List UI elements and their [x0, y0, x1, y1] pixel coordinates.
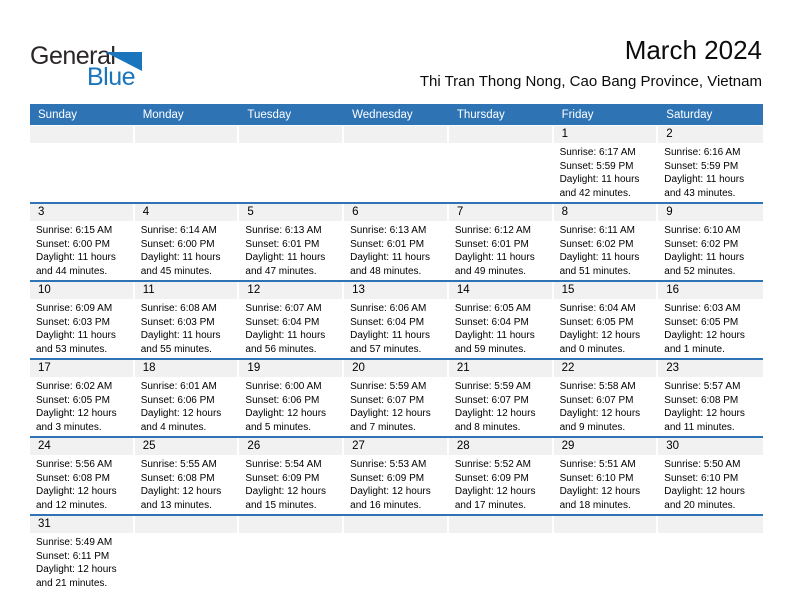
day-cell-empty	[554, 516, 659, 592]
sunset-line: Sunset: 6:05 PM	[664, 316, 739, 328]
day-details	[554, 221, 659, 280]
daylight-line: Daylight: 11 hours and 48 minutes.	[350, 252, 430, 277]
day-details	[239, 455, 344, 514]
day-number: 20	[344, 360, 449, 377]
day-number: 31	[30, 516, 135, 533]
day-details	[554, 299, 659, 358]
sunrise-line: Sunrise: 5:49 AM	[36, 537, 113, 548]
day-cell-empty	[449, 126, 554, 202]
day-number	[449, 126, 554, 143]
day-details	[135, 221, 240, 280]
day-cell-21	[449, 360, 554, 436]
sunrise-line: Sunrise: 5:54 AM	[245, 459, 322, 470]
day-cell-23	[658, 360, 763, 436]
day-cell-16	[658, 282, 763, 358]
day-details	[554, 455, 659, 514]
day-number: 8	[554, 204, 659, 221]
day-cell-26	[239, 438, 344, 514]
day-details	[344, 299, 449, 358]
day-number	[344, 126, 449, 143]
sunset-line: Sunset: 6:01 PM	[350, 238, 425, 250]
day-details	[135, 299, 240, 358]
day-cell-7	[449, 204, 554, 280]
daylight-line: Daylight: 12 hours and 5 minutes.	[245, 408, 327, 433]
sunrise-line: Sunrise: 5:55 AM	[140, 459, 217, 470]
day-number: 9	[658, 204, 763, 221]
daylight-line: Daylight: 11 hours and 53 minutes.	[36, 330, 116, 355]
sunset-line: Sunset: 6:11 PM	[36, 550, 110, 562]
day-cell-empty	[658, 516, 763, 592]
sunrise-line: Sunrise: 5:56 AM	[36, 459, 113, 470]
day-details	[239, 377, 344, 436]
sunrise-line: Sunrise: 5:50 AM	[664, 459, 741, 470]
sunrise-line: Sunrise: 6:07 AM	[245, 303, 322, 314]
weekday-header-saturday: Saturday	[666, 108, 713, 121]
daylight-line: Daylight: 12 hours and 11 minutes.	[664, 408, 745, 433]
day-number: 24	[30, 438, 135, 455]
sunrise-line: Sunrise: 6:11 AM	[559, 225, 635, 236]
sunrise-line: Sunrise: 5:57 AM	[664, 381, 741, 392]
sunrise-line: Sunrise: 5:58 AM	[559, 381, 636, 392]
daylight-line: Daylight: 12 hours and 18 minutes.	[559, 486, 641, 511]
day-number: 7	[449, 204, 554, 221]
day-number: 17	[30, 360, 135, 377]
sunset-line: Sunset: 6:08 PM	[664, 394, 739, 406]
day-number: 14	[449, 282, 554, 299]
logo-text-general: General	[30, 42, 116, 70]
day-cell-empty	[344, 126, 449, 202]
day-number	[239, 126, 344, 143]
daylight-line: Daylight: 11 hours and 42 minutes.	[559, 174, 640, 199]
daylight-line: Daylight: 12 hours and 17 minutes.	[454, 486, 536, 511]
sunrise-line: Sunrise: 5:51 AM	[559, 459, 636, 470]
day-number: 30	[658, 438, 763, 455]
daylight-line: Daylight: 11 hours and 56 minutes.	[245, 330, 326, 355]
sunset-line: Sunset: 5:59 PM	[559, 160, 634, 172]
day-cell-20	[344, 360, 449, 436]
sunset-line: Sunset: 6:04 PM	[350, 316, 425, 328]
daylight-line: Daylight: 11 hours and 57 minutes.	[350, 330, 430, 355]
day-number	[239, 516, 344, 533]
day-cell-empty	[344, 516, 449, 592]
day-details	[658, 143, 763, 202]
day-details	[30, 299, 135, 358]
sunrise-line: Sunrise: 6:17 AM	[559, 147, 636, 158]
sunrise-line: Sunrise: 5:53 AM	[350, 459, 427, 470]
day-details	[30, 221, 135, 280]
sunset-line: Sunset: 6:01 PM	[245, 238, 320, 250]
day-cell-1	[554, 126, 659, 202]
day-number: 2	[658, 126, 763, 143]
day-number: 26	[239, 438, 344, 455]
day-number: 11	[135, 282, 240, 299]
sunset-line: Sunset: 6:00 PM	[140, 238, 215, 250]
sunset-line: Sunset: 6:05 PM	[559, 316, 634, 328]
day-cell-18	[135, 360, 240, 436]
day-number: 28	[449, 438, 554, 455]
sunrise-line: Sunrise: 6:01 AM	[140, 381, 217, 392]
day-number: 3	[30, 204, 135, 221]
day-cell-31	[30, 516, 135, 592]
day-details	[135, 377, 240, 436]
day-cell-25	[135, 438, 240, 514]
calendar-grid	[30, 126, 763, 592]
day-cell-5	[239, 204, 344, 280]
general-blue-logo	[30, 42, 160, 94]
sunset-line: Sunset: 6:06 PM	[140, 394, 215, 406]
sunrise-line: Sunrise: 6:06 AM	[350, 303, 427, 314]
sunset-line: Sunset: 6:03 PM	[36, 316, 110, 328]
day-number: 19	[239, 360, 344, 377]
sunrise-line: Sunrise: 6:13 AM	[350, 225, 427, 236]
daylight-line: Daylight: 12 hours and 7 minutes.	[350, 408, 431, 433]
day-cell-empty	[135, 126, 240, 202]
day-number: 6	[344, 204, 449, 221]
day-details	[554, 143, 659, 202]
daylight-line: Daylight: 12 hours and 4 minutes.	[140, 408, 222, 433]
weekday-header-tuesday: Tuesday	[247, 108, 292, 121]
day-details	[344, 221, 449, 280]
daylight-line: Daylight: 11 hours and 51 minutes.	[559, 252, 640, 277]
daylight-line: Daylight: 11 hours and 47 minutes.	[245, 252, 326, 277]
day-cell-3	[30, 204, 135, 280]
day-number: 5	[239, 204, 344, 221]
day-cell-empty	[30, 126, 135, 202]
day-number	[135, 516, 240, 533]
sunset-line: Sunset: 6:04 PM	[245, 316, 320, 328]
day-details	[449, 299, 554, 358]
day-details	[449, 455, 554, 514]
sunrise-line: Sunrise: 6:15 AM	[36, 225, 113, 236]
day-details	[135, 455, 240, 514]
day-cell-8	[554, 204, 659, 280]
day-number	[658, 516, 763, 533]
page-title: March 2024	[624, 35, 762, 65]
week-row	[30, 516, 763, 592]
sunset-line: Sunset: 6:06 PM	[245, 394, 320, 406]
day-cell-24	[30, 438, 135, 514]
day-cell-28	[449, 438, 554, 514]
sunrise-line: Sunrise: 6:04 AM	[559, 303, 636, 314]
week-row	[30, 438, 763, 516]
day-details	[239, 299, 344, 358]
sunset-line: Sunset: 6:09 PM	[245, 472, 320, 484]
week-row	[30, 282, 763, 360]
day-number	[554, 516, 659, 533]
daylight-line: Daylight: 12 hours and 1 minute.	[664, 330, 745, 355]
day-details	[658, 455, 763, 514]
sunset-line: Sunset: 6:10 PM	[664, 472, 739, 484]
sunset-line: Sunset: 6:03 PM	[140, 316, 215, 328]
sunrise-line: Sunrise: 6:10 AM	[664, 225, 741, 236]
weekday-header-sunday: Sunday	[38, 108, 78, 121]
sunrise-line: Sunrise: 6:00 AM	[245, 381, 322, 392]
sunset-line: Sunset: 6:04 PM	[454, 316, 529, 328]
sunset-line: Sunset: 6:00 PM	[36, 238, 110, 250]
daylight-line: Daylight: 12 hours and 15 minutes.	[245, 486, 327, 511]
day-cell-empty	[135, 516, 240, 592]
sunset-line: Sunset: 6:07 PM	[559, 394, 634, 406]
daylight-line: Daylight: 12 hours and 20 minutes.	[664, 486, 745, 511]
day-cell-6	[344, 204, 449, 280]
day-number: 25	[135, 438, 240, 455]
sunrise-line: Sunrise: 6:12 AM	[454, 225, 531, 236]
day-number: 12	[239, 282, 344, 299]
daylight-line: Daylight: 12 hours and 3 minutes.	[36, 408, 117, 433]
day-cell-12	[239, 282, 344, 358]
weekday-header-monday: Monday	[142, 108, 184, 121]
daylight-line: Daylight: 11 hours and 59 minutes.	[454, 330, 535, 355]
weekday-header-thursday: Thursday	[456, 108, 505, 121]
sunset-line: Sunset: 6:08 PM	[140, 472, 215, 484]
sunrise-line: Sunrise: 5:52 AM	[454, 459, 531, 470]
day-number: 22	[554, 360, 659, 377]
calendar	[30, 104, 763, 592]
day-number: 21	[449, 360, 554, 377]
day-cell-10	[30, 282, 135, 358]
sunrise-line: Sunrise: 6:02 AM	[36, 381, 113, 392]
day-number	[449, 516, 554, 533]
sunset-line: Sunset: 6:07 PM	[454, 394, 529, 406]
sunset-line: Sunset: 5:59 PM	[664, 160, 739, 172]
day-cell-4	[135, 204, 240, 280]
day-details	[658, 299, 763, 358]
week-row	[30, 126, 763, 204]
day-cell-17	[30, 360, 135, 436]
week-row	[30, 360, 763, 438]
sunset-line: Sunset: 6:09 PM	[350, 472, 425, 484]
day-number: 1	[554, 126, 659, 143]
day-details	[554, 377, 659, 436]
weekday-header-friday: Friday	[561, 108, 594, 121]
sunrise-line: Sunrise: 6:08 AM	[140, 303, 217, 314]
day-cell-empty	[239, 516, 344, 592]
day-number: 18	[135, 360, 240, 377]
sunset-line: Sunset: 6:01 PM	[454, 238, 529, 250]
day-cell-2	[658, 126, 763, 202]
sunrise-line: Sunrise: 5:59 AM	[350, 381, 427, 392]
day-number	[135, 126, 240, 143]
day-details	[658, 221, 763, 280]
daylight-line: Daylight: 11 hours and 45 minutes.	[140, 252, 221, 277]
daylight-line: Daylight: 12 hours and 12 minutes.	[36, 486, 117, 511]
day-cell-22	[554, 360, 659, 436]
daylight-line: Daylight: 11 hours and 55 minutes.	[140, 330, 221, 355]
day-number: 23	[658, 360, 763, 377]
daylight-line: Daylight: 12 hours and 0 minutes.	[559, 330, 641, 355]
day-details	[449, 221, 554, 280]
daylight-line: Daylight: 12 hours and 13 minutes.	[140, 486, 222, 511]
sunset-line: Sunset: 6:07 PM	[350, 394, 425, 406]
day-number: 29	[554, 438, 659, 455]
day-cell-19	[239, 360, 344, 436]
day-cell-30	[658, 438, 763, 514]
sunset-line: Sunset: 6:02 PM	[559, 238, 634, 250]
logo-text-blue: Blue	[87, 63, 136, 91]
day-details	[30, 377, 135, 436]
sunrise-line: Sunrise: 6:03 AM	[664, 303, 741, 314]
title-block	[420, 36, 762, 90]
day-details	[30, 533, 135, 592]
day-details	[344, 455, 449, 514]
day-details	[30, 455, 135, 514]
sunrise-line: Sunrise: 6:05 AM	[454, 303, 531, 314]
day-number: 13	[344, 282, 449, 299]
week-row	[30, 204, 763, 282]
daylight-line: Daylight: 12 hours and 21 minutes.	[36, 564, 117, 589]
sunrise-line: Sunrise: 6:13 AM	[245, 225, 322, 236]
daylight-line: Daylight: 12 hours and 8 minutes.	[454, 408, 536, 433]
daylight-line: Daylight: 12 hours and 9 minutes.	[559, 408, 641, 433]
day-cell-27	[344, 438, 449, 514]
sunset-line: Sunset: 6:09 PM	[454, 472, 529, 484]
day-details	[344, 377, 449, 436]
day-number: 15	[554, 282, 659, 299]
page-subtitle: Thi Tran Thong Nong, Cao Bang Province, Vietnam	[419, 72, 762, 90]
day-number: 10	[30, 282, 135, 299]
day-cell-empty	[239, 126, 344, 202]
day-details	[239, 221, 344, 280]
weekday-header-wednesday: Wednesday	[352, 108, 413, 121]
daylight-line: Daylight: 11 hours and 52 minutes.	[664, 252, 745, 277]
day-number: 4	[135, 204, 240, 221]
sunrise-line: Sunrise: 6:16 AM	[664, 147, 741, 158]
day-cell-11	[135, 282, 240, 358]
day-number: 16	[658, 282, 763, 299]
day-number: 27	[344, 438, 449, 455]
day-cell-29	[554, 438, 659, 514]
sunset-line: Sunset: 6:05 PM	[36, 394, 110, 406]
sunrise-line: Sunrise: 6:14 AM	[140, 225, 217, 236]
day-details	[658, 377, 763, 436]
sunset-line: Sunset: 6:02 PM	[664, 238, 739, 250]
day-number	[30, 126, 135, 143]
day-cell-13	[344, 282, 449, 358]
daylight-line: Daylight: 12 hours and 16 minutes.	[350, 486, 431, 511]
sunset-line: Sunset: 6:08 PM	[36, 472, 110, 484]
sunrise-line: Sunrise: 6:09 AM	[36, 303, 113, 314]
daylight-line: Daylight: 11 hours and 43 minutes.	[664, 174, 745, 199]
day-cell-15	[554, 282, 659, 358]
day-details	[449, 377, 554, 436]
sunrise-line: Sunrise: 5:59 AM	[454, 381, 531, 392]
day-cell-14	[449, 282, 554, 358]
daylight-line: Daylight: 11 hours and 44 minutes.	[36, 252, 116, 277]
sunset-line: Sunset: 6:10 PM	[559, 472, 634, 484]
weekday-row	[30, 104, 763, 125]
daylight-line: Daylight: 11 hours and 49 minutes.	[454, 252, 535, 277]
day-cell-9	[658, 204, 763, 280]
day-number	[344, 516, 449, 533]
day-cell-empty	[449, 516, 554, 592]
